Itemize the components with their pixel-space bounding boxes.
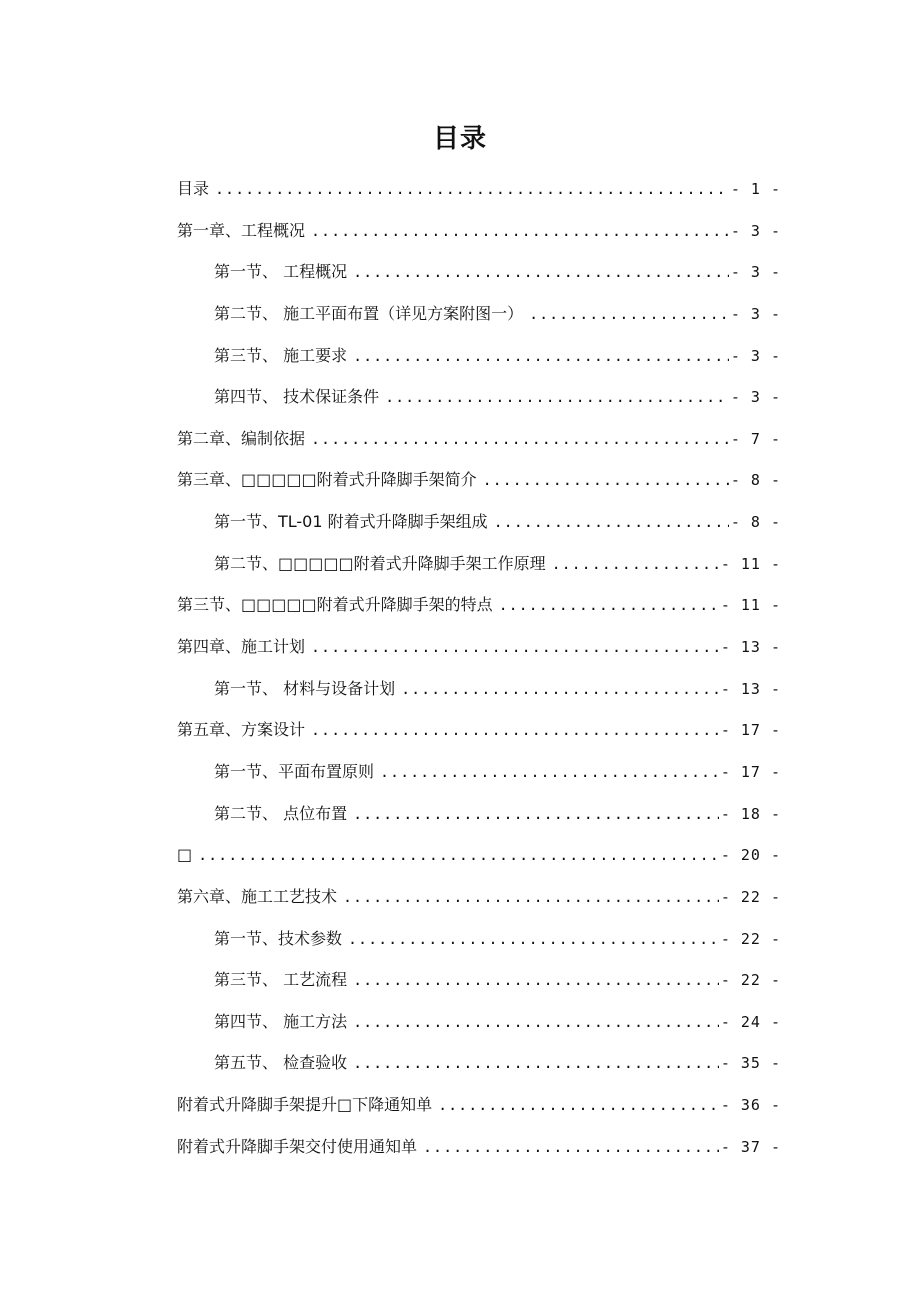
toc-entry[interactable]: [177, 293, 781, 335]
toc-entry[interactable]: [177, 709, 781, 751]
toc-entry[interactable]: [177, 335, 781, 377]
toc-page-number: - 17 -: [720, 721, 781, 740]
toc-page-number: - 18 -: [720, 804, 781, 823]
toc-dot-leader: [529, 294, 729, 335]
toc-entry-text: 第三节、□□□□□附着式升降脚手架的特点: [177, 595, 493, 615]
toc-page-number: - 7 -: [730, 429, 781, 448]
toc-page-number: - 13 -: [720, 679, 781, 698]
toc-dot-leader: [438, 1085, 719, 1126]
toc-page-number: - 3 -: [730, 346, 781, 365]
toc-dot-leader: [311, 627, 719, 668]
toc-page-number: - 8 -: [730, 513, 781, 532]
toc-entry-text: 第一节、 工程概况: [214, 262, 348, 282]
toc-page-number: - 13 -: [720, 638, 781, 657]
toc-page-number: - 36 -: [720, 1096, 781, 1115]
toc-dot-leader: [401, 669, 719, 710]
toc-dot-leader: [499, 585, 719, 626]
toc-page-number: - 37 -: [720, 1137, 781, 1156]
toc-page-number: - 22 -: [720, 971, 781, 990]
toc-entry-text: 第一节、 材料与设备计划: [214, 678, 396, 698]
toc-entry[interactable]: [177, 876, 781, 918]
toc-page-number: - 3 -: [730, 221, 781, 240]
toc-dot-leader: [380, 752, 719, 793]
toc-dot-leader: [198, 835, 719, 876]
toc-entry[interactable]: [177, 1084, 781, 1126]
toc-entry-text: 第二章、编制依据: [177, 428, 306, 448]
toc-entry-text: 第一节、平面布置原则: [214, 761, 375, 781]
toc-dot-leader: [552, 544, 719, 585]
table-of-contents: [177, 168, 781, 1167]
toc-entry[interactable]: [177, 918, 781, 960]
toc-dot-leader: [343, 877, 719, 918]
toc-page-number: - 3 -: [730, 263, 781, 282]
toc-dot-leader: [353, 336, 729, 377]
toc-dot-leader: [483, 460, 729, 501]
toc-dot-leader: [353, 794, 719, 835]
toc-entry[interactable]: [177, 168, 781, 210]
toc-page-number: - 20 -: [720, 846, 781, 865]
toc-entry[interactable]: [177, 459, 781, 501]
toc-entry-text: 附着式升降脚手架交付使用通知单: [177, 1136, 418, 1156]
toc-entry[interactable]: [177, 626, 781, 668]
toc-dot-leader: [311, 710, 719, 751]
toc-entry-text: 第三节、 工艺流程: [214, 970, 348, 990]
toc-entry[interactable]: [177, 1042, 781, 1084]
toc-dot-leader: [494, 502, 729, 543]
toc-title: 目录: [432, 124, 487, 154]
toc-page-number: - 22 -: [720, 887, 781, 906]
toc-dot-leader: [353, 960, 719, 1001]
toc-entry-text: 第二节、 施工平面布置（详见方案附图一）: [214, 303, 524, 323]
toc-entry-text: 第四节、 技术保证条件: [214, 387, 380, 407]
toc-dot-leader: [215, 169, 729, 210]
toc-entry-text: 第四节、 施工方法: [214, 1011, 348, 1031]
toc-entry-text: 附着式升降脚手架提升□下降通知单: [177, 1095, 433, 1115]
toc-entry-text: 第二节、 点位布置: [214, 803, 348, 823]
toc-entry-text: 第五章、方案设计: [177, 720, 306, 740]
toc-entry[interactable]: [177, 959, 781, 1001]
toc-page-number: - 22 -: [720, 929, 781, 948]
toc-dot-leader: [353, 1002, 719, 1043]
toc-entry[interactable]: [177, 668, 781, 710]
toc-entry[interactable]: [177, 1126, 781, 1168]
toc-entry-text: 第三节、 施工要求: [214, 345, 348, 365]
toc-entry-text: 第一章、工程概况: [177, 220, 306, 240]
toc-entry[interactable]: [177, 834, 781, 876]
toc-dot-leader: [423, 1127, 719, 1168]
toc-entry-text: 第六章、施工工艺技术: [177, 886, 338, 906]
toc-page-number: - 17 -: [720, 762, 781, 781]
toc-page-number: - 35 -: [720, 1054, 781, 1073]
toc-entry[interactable]: [177, 543, 781, 585]
toc-dot-leader: [311, 211, 729, 252]
toc-entry[interactable]: [177, 751, 781, 793]
toc-dot-leader: [311, 419, 729, 460]
toc-entry[interactable]: [177, 376, 781, 418]
toc-entry-text: 第五节、 检查验收: [214, 1053, 348, 1073]
toc-entry-text: 第一节、TL-01 附着式升降脚手架组成: [214, 512, 488, 532]
toc-dot-leader: [385, 377, 729, 418]
toc-dot-leader: [348, 919, 719, 960]
toc-entry[interactable]: [177, 793, 781, 835]
toc-page-number: - 11 -: [720, 596, 781, 615]
toc-page-number: - 11 -: [720, 554, 781, 573]
toc-page-number: - 8 -: [730, 471, 781, 490]
toc-entry-text: 第二节、□□□□□附着式升降脚手架工作原理: [214, 553, 546, 573]
toc-entry[interactable]: [177, 1001, 781, 1043]
toc-entry-text: 第三章、□□□□□附着式升降脚手架简介: [177, 470, 477, 490]
toc-entry[interactable]: [177, 501, 781, 543]
toc-page-number: - 1 -: [730, 180, 781, 198]
toc-entry-text: 第四章、施工计划: [177, 637, 306, 657]
toc-entry[interactable]: [177, 418, 781, 460]
toc-entry-text: 目录: [177, 179, 210, 198]
toc-dot-leader: [353, 252, 729, 293]
toc-page-number: - 3 -: [730, 304, 781, 323]
toc-dot-leader: [353, 1043, 719, 1084]
toc-entry[interactable]: [177, 210, 781, 252]
toc-entry[interactable]: [177, 251, 781, 293]
toc-entry-text: 第一节、技术参数: [214, 928, 343, 948]
toc-page-number: - 3 -: [730, 388, 781, 407]
toc-page-number: - 24 -: [720, 1012, 781, 1031]
toc-entry[interactable]: [177, 584, 781, 626]
toc-entry-text: □: [177, 845, 193, 865]
